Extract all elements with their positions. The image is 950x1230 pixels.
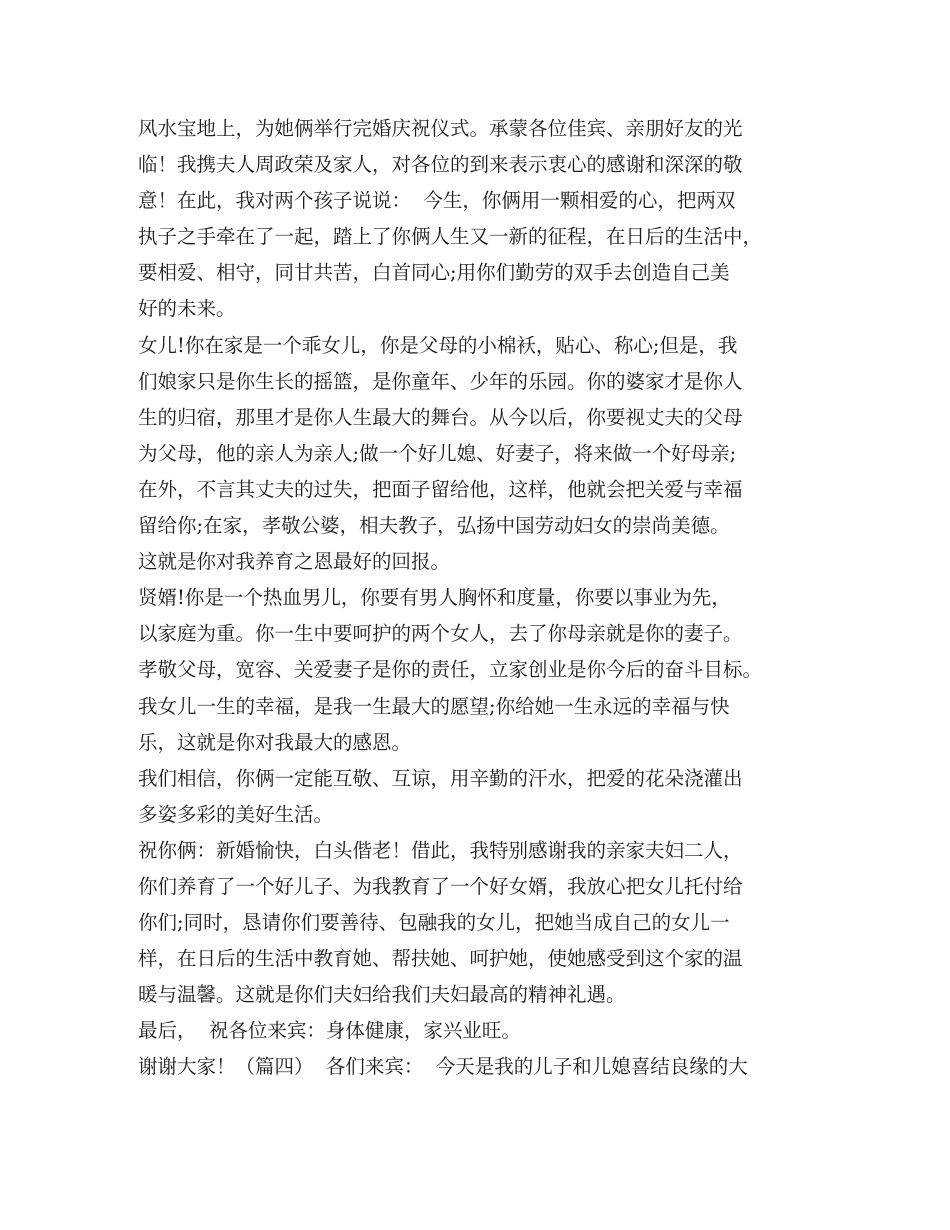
text-line: 样，在日后的生活中教育她、帮扶她、呵护她，使她感受到这个家的温 xyxy=(138,947,743,971)
text-line: 临！我携夫人周政荣及家人，对各位的到来表示衷心的感谢和深深的敬 xyxy=(138,153,743,177)
text-line: 好的未来。 xyxy=(138,297,236,321)
text-line: 孝敬父母，宽容、关爱妻子是你的责任，立家创业是你今后的奋斗目标。 xyxy=(138,658,763,682)
body-text xyxy=(138,111,818,1086)
text-line: 在外，不言其丈夫的过失，把面子留给他，这样，他就会把关爱与幸福 xyxy=(138,477,743,501)
text-line: 要相爱、相守，同甘共苦，白首同心;用你们勤劳的双手去创造自己美 xyxy=(138,261,730,285)
text-line: 执子之手牵在了一起，踏上了你俩人生又一新的征程，在日后的生活中， xyxy=(138,225,763,249)
text-line: 以家庭为重。你一生中要呵护的两个女人，去了你母亲就是你的妻子。 xyxy=(138,622,743,646)
text-line: 留给你;在家，孝敬公婆，相夫教子，弘扬中国劳动妇女的崇尚美德。 xyxy=(138,514,730,538)
text-line: 暖与温馨。这就是你们夫妇给我们夫妇最高的精神礼遇。 xyxy=(138,983,626,1007)
text-line: 我们相信，你俩一定能互敬、互谅，用辛勤的汗水，把爱的花朵浇灌出 xyxy=(138,766,743,790)
text-line: 贤婿!你是一个热血男儿，你要有男人胸怀和度量，你要以事业为先， xyxy=(138,586,731,610)
text-line: 你们养育了一个好儿子、为我教育了一个好女婿，我放心把女儿托付给 xyxy=(138,874,743,898)
text-line: 乐，这就是你对我最大的感恩。 xyxy=(138,730,412,754)
text-line: 谢谢大家！（篇四） 各们来宾： 今天是我的儿子和儿媳喜结良缘的大 xyxy=(138,1055,748,1079)
text-line: 你们;同时，恳请你们要善待、包融我的女儿，把她当成自己的女儿一 xyxy=(138,911,730,935)
text-line: 祝你俩：新婚愉快，白头偕老！借此，我特别感谢我的亲家夫妇二人， xyxy=(138,838,743,862)
text-line: 风水宝地上，为她俩举行完婚庆祝仪式。承蒙各位佳宾、亲朋好友的光 xyxy=(138,117,743,140)
text-line: 这就是你对我养育之恩最好的回报。 xyxy=(138,550,451,574)
text-line: 我女儿一生的幸福，是我一生最大的愿望;你给她一生永远的幸福与快 xyxy=(138,694,730,718)
text-line: 多姿多彩的美好生活。 xyxy=(138,802,334,826)
text-line: 意！在此，我对两个孩子说说： 今生，你俩用一颗相爱的心，把两双 xyxy=(138,189,736,213)
text-line: 为父母，他的亲人为亲人;做一个好儿媳、好妻子，将来做一个好母亲; xyxy=(138,441,737,465)
text-line: 最后， 祝各位来宾：身体健康，家兴业旺。 xyxy=(138,1019,521,1043)
text-line: 女儿!你在家是一个乖女儿，你是父母的小棉袄，贴心、称心;但是，我 xyxy=(138,333,738,357)
text-line: 们娘家只是你生长的摇篮，是你童年、少年的乐园。你的婆家才是你人 xyxy=(138,369,743,393)
text-line: 生的归宿，那里才是你人生最大的舞台。从今以后，你要视丈夫的父母 xyxy=(138,405,743,429)
